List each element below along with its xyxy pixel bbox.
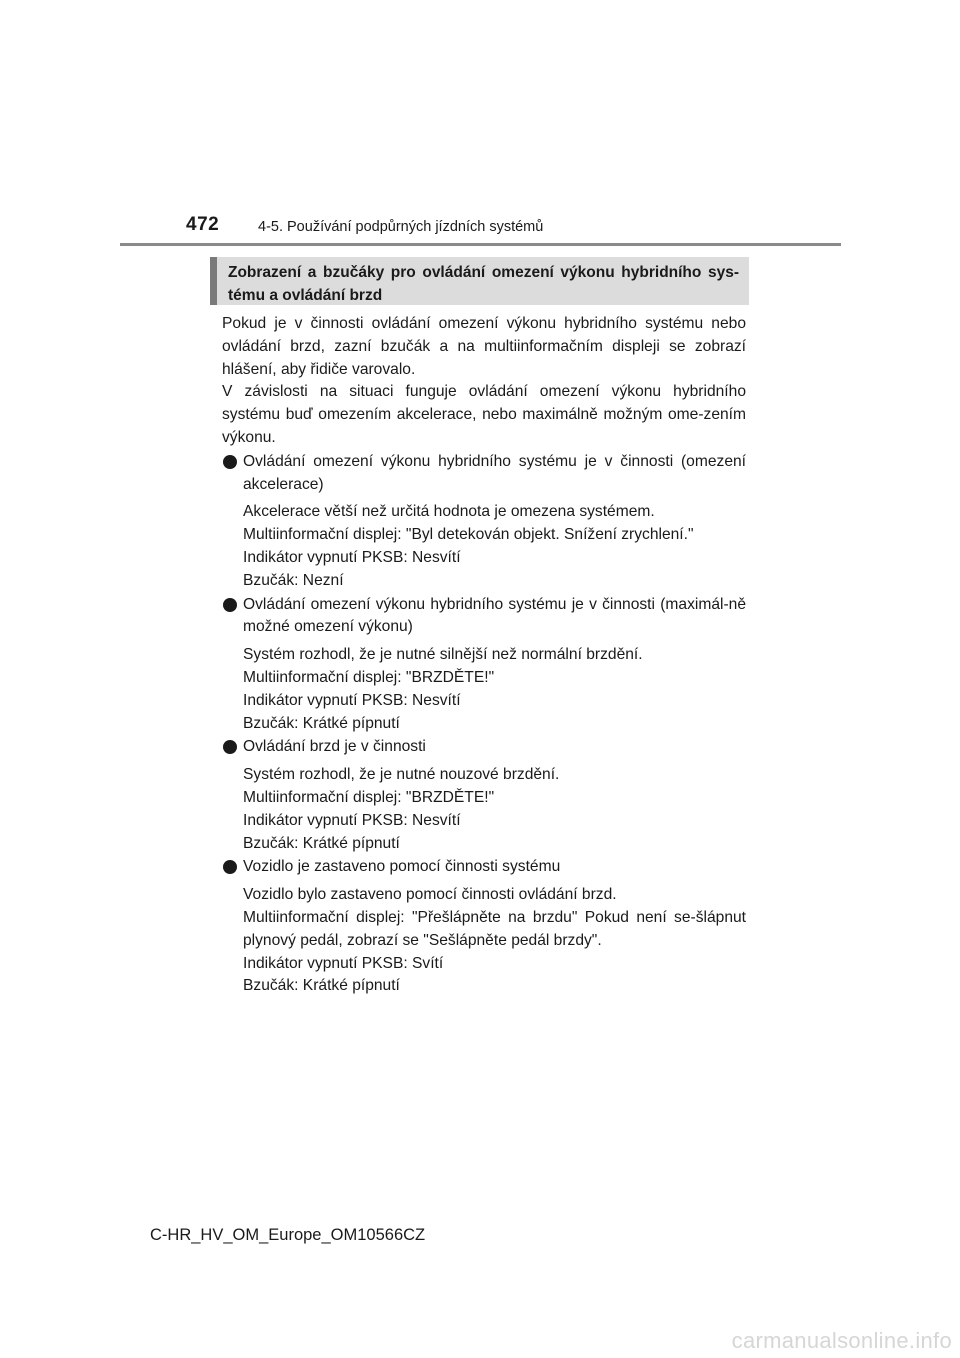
page-header bbox=[0, 0, 960, 250]
detail-line: Multiinformační displej: "Přešlápněte na brzdu" Pokud není se-šlápnut plynový pedál, zobrazí se "Sešlápněte pedál brzdy". bbox=[243, 908, 746, 949]
section-heading-box bbox=[210, 257, 749, 305]
detail-line: Multiinformační displej: "Byl detekován objekt. Snížení zrychlení." bbox=[243, 526, 694, 544]
section-title: Zobrazení a bzučáky pro ovládání omezení výkonu hybridního sys-tému a ovládání brzd bbox=[228, 264, 739, 304]
detail-line: Bzučák: Nezní bbox=[243, 571, 344, 589]
detail-line: Vozidlo bylo zastaveno pomocí činnosti ovládání brzd. bbox=[243, 886, 617, 904]
detail-line: Multiinformační displej: "BRZDĚTE!" bbox=[243, 788, 495, 806]
bullet-dot-icon bbox=[223, 860, 237, 874]
bullet-dot-icon bbox=[223, 740, 237, 754]
document-code: C-HR_HV_OM_Europe_OM10566CZ bbox=[150, 1226, 426, 1244]
bullet-title: Ovládání omezení výkonu hybridního systému je v činnosti (maximál-ně možné omezení výkonu) bbox=[243, 595, 746, 636]
intro-paragraph-1: Pokud je v činnosti ovládání omezení výkonu hybridního systému nebo ovládání brzd, zazní bzučák a na multiinformačním displeji se zobrazí hlášení, aby řidiče varovalo. bbox=[222, 315, 746, 378]
bullet-title: Ovládání brzd je v činnosti bbox=[243, 738, 426, 756]
bullet-title: Ovládání omezení výkonu hybridního systému je v činnosti (omezení akcelerace) bbox=[243, 452, 746, 493]
bullet-detail bbox=[222, 644, 746, 735]
watermark: carmanualsonline.info bbox=[731, 1328, 952, 1353]
list-item-bullet bbox=[222, 736, 746, 759]
bullet-dot-icon bbox=[223, 598, 237, 612]
detail-line: Bzučák: Krátké pípnutí bbox=[243, 977, 400, 995]
bullet-detail bbox=[222, 884, 746, 998]
detail-line: Systém rozhodl, že je nutné nouzové brzdění. bbox=[243, 766, 560, 784]
detail-line: Bzučák: Krátké pípnutí bbox=[243, 714, 400, 732]
detail-line: Systém rozhodl, že je nutné silnější než normální brzdění. bbox=[243, 646, 643, 664]
bullet-title: Vozidlo je zastaveno pomocí činnosti systému bbox=[243, 858, 561, 876]
main-content bbox=[222, 313, 746, 999]
list-item-bullet bbox=[222, 594, 746, 640]
detail-line: Akcelerace větší než určitá hodnota je omezena systémem. bbox=[243, 503, 655, 521]
bullet-detail bbox=[222, 764, 746, 855]
bullet-dot-icon bbox=[223, 455, 237, 469]
list-item-bullet bbox=[222, 856, 746, 879]
intro-paragraph-2: V závislosti na situaci funguje ovládání omezení výkonu hybridního systému buď omezením akcelerace, nebo maximálně možným ome-zením výkonu. bbox=[222, 383, 746, 446]
header-divider bbox=[120, 243, 841, 246]
bullet-detail bbox=[222, 501, 746, 592]
detail-line: Indikátor vypnutí PKSB: Nesvítí bbox=[243, 548, 461, 566]
detail-line: Indikátor vypnutí PKSB: Nesvítí bbox=[243, 811, 461, 829]
chapter-title: 4-5. Používání podpůrných jízdních systémů bbox=[258, 219, 544, 235]
detail-line: Multiinformační displej: "BRZDĚTE!" bbox=[243, 668, 495, 686]
detail-line: Indikátor vypnutí PKSB: Svítí bbox=[243, 954, 444, 972]
detail-line: Indikátor vypnutí PKSB: Nesvítí bbox=[243, 691, 461, 709]
page-number: 472 bbox=[186, 214, 220, 235]
list-item-bullet bbox=[222, 451, 746, 497]
detail-line: Bzučák: Krátké pípnutí bbox=[243, 834, 400, 852]
